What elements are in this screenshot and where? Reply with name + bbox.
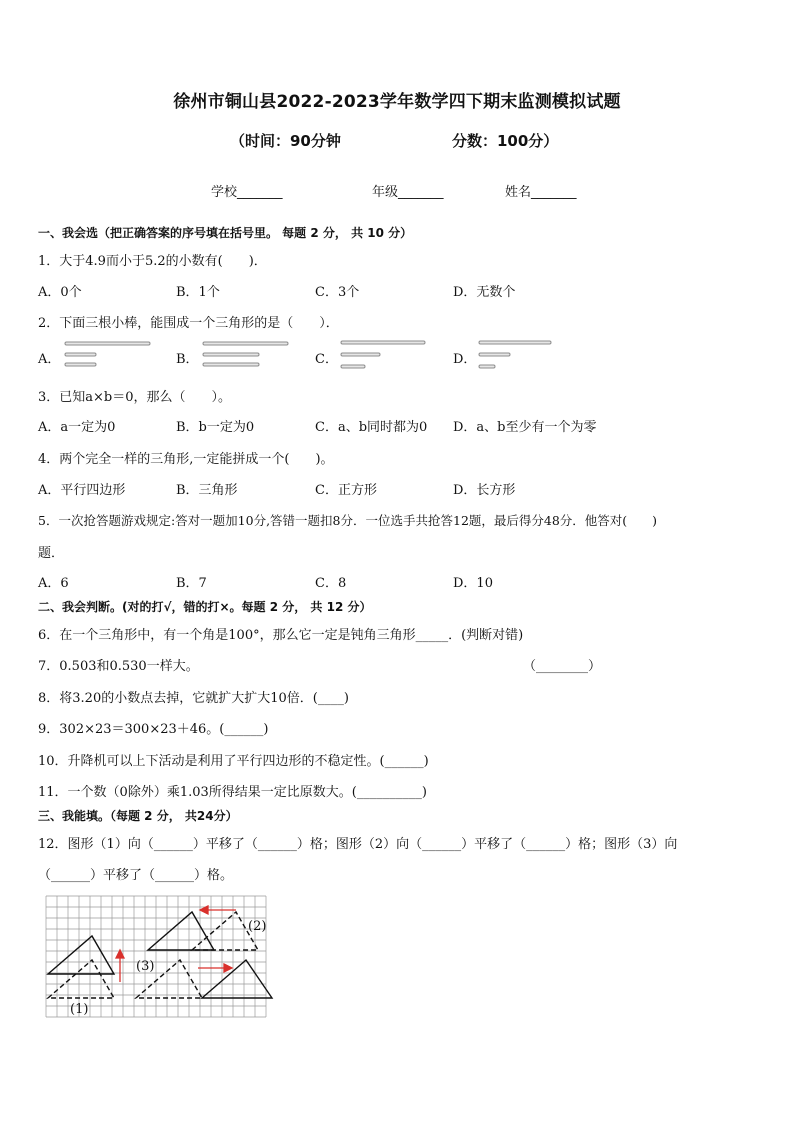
q4-option-d[interactable]: D．长方形	[453, 483, 516, 498]
q3-option-d[interactable]: D．a、b至少有一个为零	[453, 420, 597, 435]
page-title: 徐州市铜山县2022-2023学年数学四下期末监测模拟试题	[173, 92, 621, 112]
question-5-continued: 题．	[38, 546, 65, 561]
translation-grid-figure	[44, 894, 274, 1024]
q5-option-b[interactable]: B．7	[176, 576, 207, 591]
q1-option-b[interactable]: B．1个	[176, 285, 220, 300]
figure-3-solid-triangle	[202, 960, 272, 998]
question-10[interactable]: 10．升降机可以上下活动是利用了平行四边形的不稳定性。(______)	[38, 754, 429, 769]
question-2: 2．下面三根小棒，能围成一个三角形的是（ ）．	[38, 316, 339, 331]
grade-field[interactable]: 年级_______	[372, 185, 444, 200]
q5-option-d[interactable]: D．10	[453, 576, 493, 591]
q4-option-b[interactable]: B．三角形	[176, 483, 238, 498]
q1-option-d[interactable]: D．无数个	[453, 285, 516, 300]
q2-option-a-sticks	[65, 342, 150, 366]
question-7: 7．0.503和0.530一样大。	[38, 659, 199, 674]
q1-option-a[interactable]: A．0个	[38, 285, 82, 300]
question-11[interactable]: 11．一个数（0除外）乘1.03所得结果一定比原数大。(__________)	[38, 785, 427, 800]
school-field[interactable]: 学校_______	[211, 185, 283, 200]
q2-option-c[interactable]: C．	[315, 352, 338, 367]
section-3-heading: 三、我能填。（每题 2 分， 共24分）	[38, 809, 238, 823]
q2-sticks-figure	[0, 338, 794, 368]
figure-1-label: (1)	[70, 1002, 89, 1017]
figure-2-label: (2)	[248, 919, 267, 934]
q2-option-a[interactable]: A．	[38, 352, 61, 367]
figure-1-solid-triangle	[48, 936, 114, 974]
question-12-line-2[interactable]: （______）平移了（______）格。	[38, 868, 234, 883]
q5-option-c[interactable]: C．8	[315, 576, 347, 591]
q7-answer-blank[interactable]: （________）	[523, 659, 602, 674]
q1-option-c[interactable]: C．3个	[315, 285, 360, 300]
q3-option-c[interactable]: C．a、b同时都为0	[315, 420, 428, 435]
q2-option-b[interactable]: B．	[176, 352, 199, 367]
question-8[interactable]: 8．将3.20的小数点去掉，它就扩大扩大10倍．(____)	[38, 691, 349, 706]
q3-option-b[interactable]: B．b一定为0	[176, 420, 255, 435]
section-1-heading: 一、我会选（把正确答案的序号填在括号里。 每题 2 分， 共 10 分）	[38, 226, 413, 240]
question-9[interactable]: 9．302×23＝300×23＋46。(______)	[38, 722, 269, 737]
q2-option-c-sticks	[341, 341, 425, 368]
grid-lines	[46, 896, 266, 1017]
q4-option-c[interactable]: C．正方形	[315, 483, 377, 498]
section-2-heading: 二、我会判断。(对的打√，错的打×。每题 2 分， 共 12 分）	[38, 600, 372, 614]
figure-3-label: (3)	[136, 959, 155, 974]
question-6[interactable]: 6．在一个三角形中，有一个角是100°，那么它一定是钝角三角形_____．(判断对错)	[38, 628, 524, 643]
q5-option-a[interactable]: A．6	[38, 576, 69, 591]
exam-time: （时间：90分钟	[230, 132, 341, 150]
q4-option-a[interactable]: A．平行四边形	[38, 483, 126, 498]
q2-option-b-sticks	[203, 342, 288, 366]
q2-option-d-sticks	[479, 341, 551, 368]
name-field[interactable]: 姓名_______	[505, 185, 577, 200]
question-4: 4．两个完全一样的三角形,一定能拼成一个( )。	[38, 452, 334, 467]
question-5: 5．一次抢答题游戏规定:答对一题加10分,答错一题扣8分．一位选手共抢答12题，最后得分48分．他答对( )	[38, 513, 658, 528]
q2-option-d[interactable]: D．	[453, 352, 477, 367]
question-12-line-1[interactable]: 12．图形（1）向（______）平移了（______）格；图形（2）向（______）平移了（______）格；图形（3）向	[38, 837, 678, 852]
question-1: 1．大于4.9而小于5.2的小数有( )．	[38, 254, 267, 269]
exam-score: 分数：100分）	[452, 132, 559, 150]
question-3: 3．已知a×b＝0，那么（ ）。	[38, 390, 232, 405]
q3-option-a[interactable]: A．a一定为0	[38, 420, 116, 435]
